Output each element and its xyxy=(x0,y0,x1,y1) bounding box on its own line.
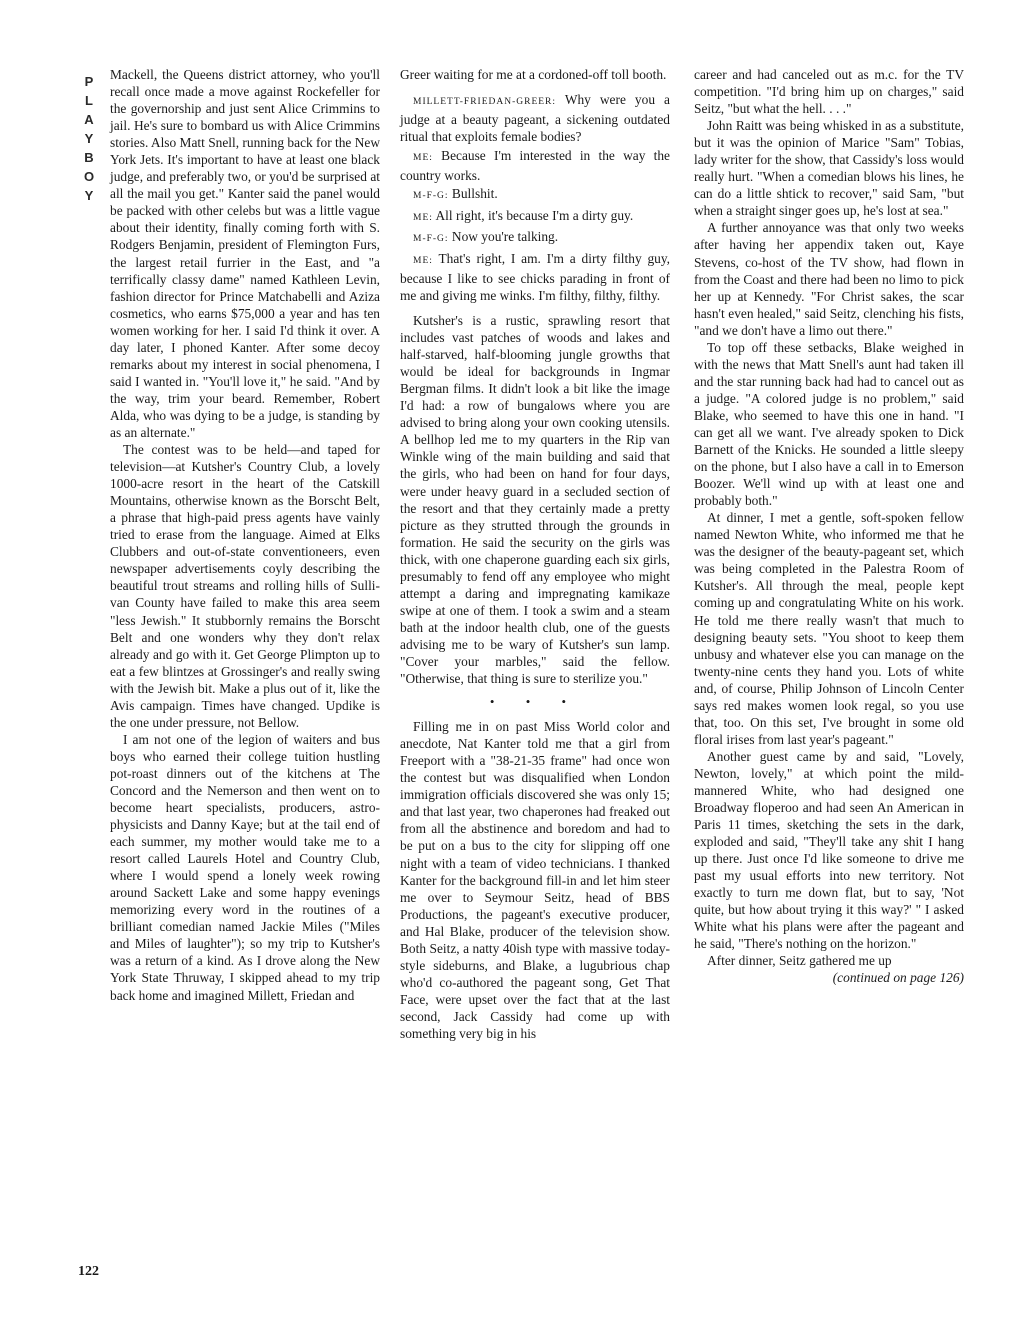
magazine-brand-vertical xyxy=(78,72,100,205)
dialogue-line xyxy=(400,185,670,205)
dialogue-line xyxy=(400,91,670,145)
continued-note: (continued on page 126) xyxy=(832,970,964,986)
speaker-label: MILLETT-FRIEDAN-GREER: xyxy=(413,97,557,108)
text-column-3 xyxy=(694,66,964,987)
paragraph: A further annoyance was that only two weeks after having her appendix taken out, Kaye Stevens, co-host of the TV show, had flown in from the Coast and there had been no limo to pick her up at Kennedy. "For Christ sakes, the scar hasn't even healed," said Seitz, clenching his fists, "and we don't have a limo out there." xyxy=(694,220,964,338)
dialogue-text: Why were you a judge at a beauty pageant, a sickening outdated ritual that exploits female bodies? xyxy=(400,92,670,145)
brand-letter: A xyxy=(84,112,94,127)
text-column-1 xyxy=(110,66,380,1004)
dialogue-block xyxy=(400,91,670,304)
dialogue-text: That's right, I am. I'm a dirty filthy guy, because I like to see chicks parading in front of me and giving me winks. I'm filthy, filthy, filthy. xyxy=(400,250,671,304)
paragraph xyxy=(400,718,670,1042)
paragraph: After dinner, Seitz gathered me up xyxy=(707,953,892,969)
section-break: • • • xyxy=(489,694,581,710)
paragraph: Mackell, the Queens district attorney, who you'll recall once made a move against Rockefeller for the governorship and just sent Alice Crimmins to jail. He's sure to bombard us with Alice Crimmins stories. Also Matt Snell, running back for the New York Jets. It's important to have at least one black judge, and preferably two, or you'd be surprised at all the mail you get." Kanter said the panel would be packed with other celebs but was a little vague about their identity, finally coming forth with S. Rodgers Benjamin, president of Flemington Furs, the largest retail furrier in the East, and "a terrifically classy dame" named Kathleen Levin, fashion director for Prince Matchabelli and Aziza cosmetics, who earns $75,000 a year and has ten women working for her. I said I'd think it over. A day later, I phoned Kanter. After some decoy remarks about my interest in social phenomena, I said I wanted in. "You'll love it," he said. "And by the way, trim your beard. Remember, Robert Alda, who was dying to be a judge, is standing by as an alternate." xyxy=(110,67,381,440)
dialogue-line xyxy=(400,207,670,227)
speaker-label: M-F-G: xyxy=(413,234,449,245)
paragraph: John Raitt was being whisked in as a substitute, but it was the opinion of Marice "Sam" Tobias, lady writer for the show, that Cassidy's loss would really hurt. "When a comedian blows his lines, he can do a little shtick to recover," said Sam, "but when a straight singer goes up, he's lost at sea." xyxy=(694,118,964,219)
paragraph: The contest was to be held—and taped for television—at Kutsher's Country Club, a lovely 1000-acre resort in the heart of the Catskill Mountains, otherwise known as the Borscht Belt, a phrase that high-paid press agents have vainly tried to erase from the language. Aimed at Elks Clubbers and out-of-state conventioneers, even newspaper advertisements coyly describing the beautiful trout streams and rolling hills of Sullivan County have failed to make this area seem "less Jewish." It stubbornly remains the Borscht Belt and one wonders why they don't relax already and go with it. Get George Plimpton up to eat a few blintzes at Grossinger's and really swing with the Jewish bit. Make a plus out of it, like the Avis campaign. Times have changed. Updike is the one under pressure, not Bellow. xyxy=(110,442,380,730)
paragraph: Another guest came by and said, "Lovely, Newton, lovely," at which point the mild-mannered White, who had designed one Broadway floperoo and had seen An American in Paris 11 times, sketching the sets in the dark, exploded and said, "They'll take any shit I hang up there. Just once I'd like someone to drive me past my usual efforts into new territory. Not exactly to turn me down flat, but to say, 'Not quite, but how about trying it this way?' " I asked White what his plans were after the pageant and he said, "There's nothing on the horizon." xyxy=(694,748,964,952)
text-column-2 xyxy=(400,66,670,1042)
dialogue-text: Now you're talking. xyxy=(451,229,559,245)
brand-letter: Y xyxy=(84,131,94,146)
paragraph: To top off these setbacks, Blake weighed in with the news that Matt Snell's aunt had taken ill and the star running back had had to cancel out as a judge. "A colored judge is no problem," said Blake, who seemed to have this one in hand. "I can get all we want. I've already spoken to Dick Barnett of the Knicks. He sounded a little sleepy on the phone, but I also have a call in to Emerson Boozer. We'll wind up with at least one and probably both." xyxy=(694,339,964,509)
brand-letter: P xyxy=(84,74,94,89)
dialogue-line xyxy=(400,228,670,248)
dialogue-text: Because I'm interested in the way the country works. xyxy=(400,147,670,183)
paragraph: At dinner, I met a gentle, soft-spoken fellow named Newton White, who informed me that he was the designer of the beauty-pageant set, which was being completed in the Palestra Room of Kutsher's. All through the meal, people kept coming up and congratulating White on his work. He told me there really wasn't that much to designing beauty sets. "You shoot to keep them unbusy and whatever else you can manage on the twenty-nine cents they hand you. Lots of white and, of course, Philip Johnson of Lincoln Center says red makes women look regal, so you use that, too. On this set, I've brought in some old floral irises from last year's pageant." xyxy=(694,510,964,747)
brand-letter: L xyxy=(85,93,93,108)
speaker-label: ME: xyxy=(413,152,433,163)
speaker-label: M-F-G: xyxy=(413,191,449,202)
dialogue-text: All right, it's because I'm a dirty guy. xyxy=(435,207,634,223)
paragraph-text: Filling me in on past Miss World color and anecdote, Nat Kanter told me that a girl from Freeport with a "38-21-35 frame" had once won the contest but was disqualified when London immigration officials discovered she was only 15; and that last year, two chaperones had freaked out from all the abstinence and boredom and had to be put on a bus to the city for slipping off one night with a team of video technicians. I thanked Kanter for the background fill-in and let him steer me over to Seymour Seitz, head of BBS Productions, the pageant's executive producer, and Hal Blake, producer of the television show. Both Seitz, a natty 40ish type with massive today-style sideburns, and Blake, a lugubrious chap who'd co-authored the pageant song, Get That Face, were upset over the fact that at the last second, Jack Cassidy had come up with something very big in his xyxy=(400,719,670,1041)
dialogue-line xyxy=(400,250,670,304)
brand-letter: Y xyxy=(84,188,94,203)
paragraph: career and had canceled out as m.c. for the TV competition. "I'd bring him up on charges," said Seitz, "but what the hell. . . ." xyxy=(694,67,964,117)
paragraph: I am not one of the legion of waiters and bus boys who earned their college tuition hustling pot-roast dinners out of the kitchens at The Concord and the Nemerson and then went on to become heart specialists, producers, astrophysicists and Danny Kaye; but at the tail end of each summer, my mother would take me to a resort called Laurels Hotel and Country Club, where I would spend a lonely week rowing around Sackett Lake and some happy evenings memorizing every word in the routines of a brilliant comedian named Jackie Miles ("Miles and Miles of laughter"); so my trip to Kutsher's was a return of a kind. As I drove along the New York State Thruway, I skipped ahead to my trip back home and imagined Millett, Friedan and xyxy=(110,731,380,1003)
speaker-label: ME: xyxy=(413,212,433,223)
paragraph: Greer waiting for me at a cordoned-off toll booth. xyxy=(400,67,667,82)
paragraph: Kutsher's is a rustic, sprawling resort that includes vast patches of woods and lakes and half-starved, half-blooming jungle growths that would be ideal for backgrounds in Ingmar Bergman films. It didn't look a bit like the image I'd had: a row of bungalows where you are advised to bring along your own cooking utensils. A bellhop led me to my quarters in the Rip van Winkle wing of the main building and said that the girls, who had been on hand for four days, were under heavy guard in a secluded section of the resort and that they certainly made a pretty picture as they strutted through the grounds in formation. He said the security on the girls was thick, with one chaperone guarding each six girls, presumably to fend off any employee who might attempt a daring and impregnating kamikaze swipe at one of them. I took a swim and a steam bath at the indoor health club, one of the guests advising me to be wary of Kutsher's sun lamp. "Cover your marbles," said the fellow. "Otherwise, that thing is sure to sterilize you." xyxy=(400,313,670,687)
dialogue-text: Bullshit. xyxy=(451,186,498,202)
brand-letter: B xyxy=(84,150,94,165)
brand-letter: O xyxy=(83,169,95,184)
dialogue-line xyxy=(400,147,670,184)
page-number: 122 xyxy=(78,1264,99,1279)
speaker-label: ME: xyxy=(413,255,433,266)
